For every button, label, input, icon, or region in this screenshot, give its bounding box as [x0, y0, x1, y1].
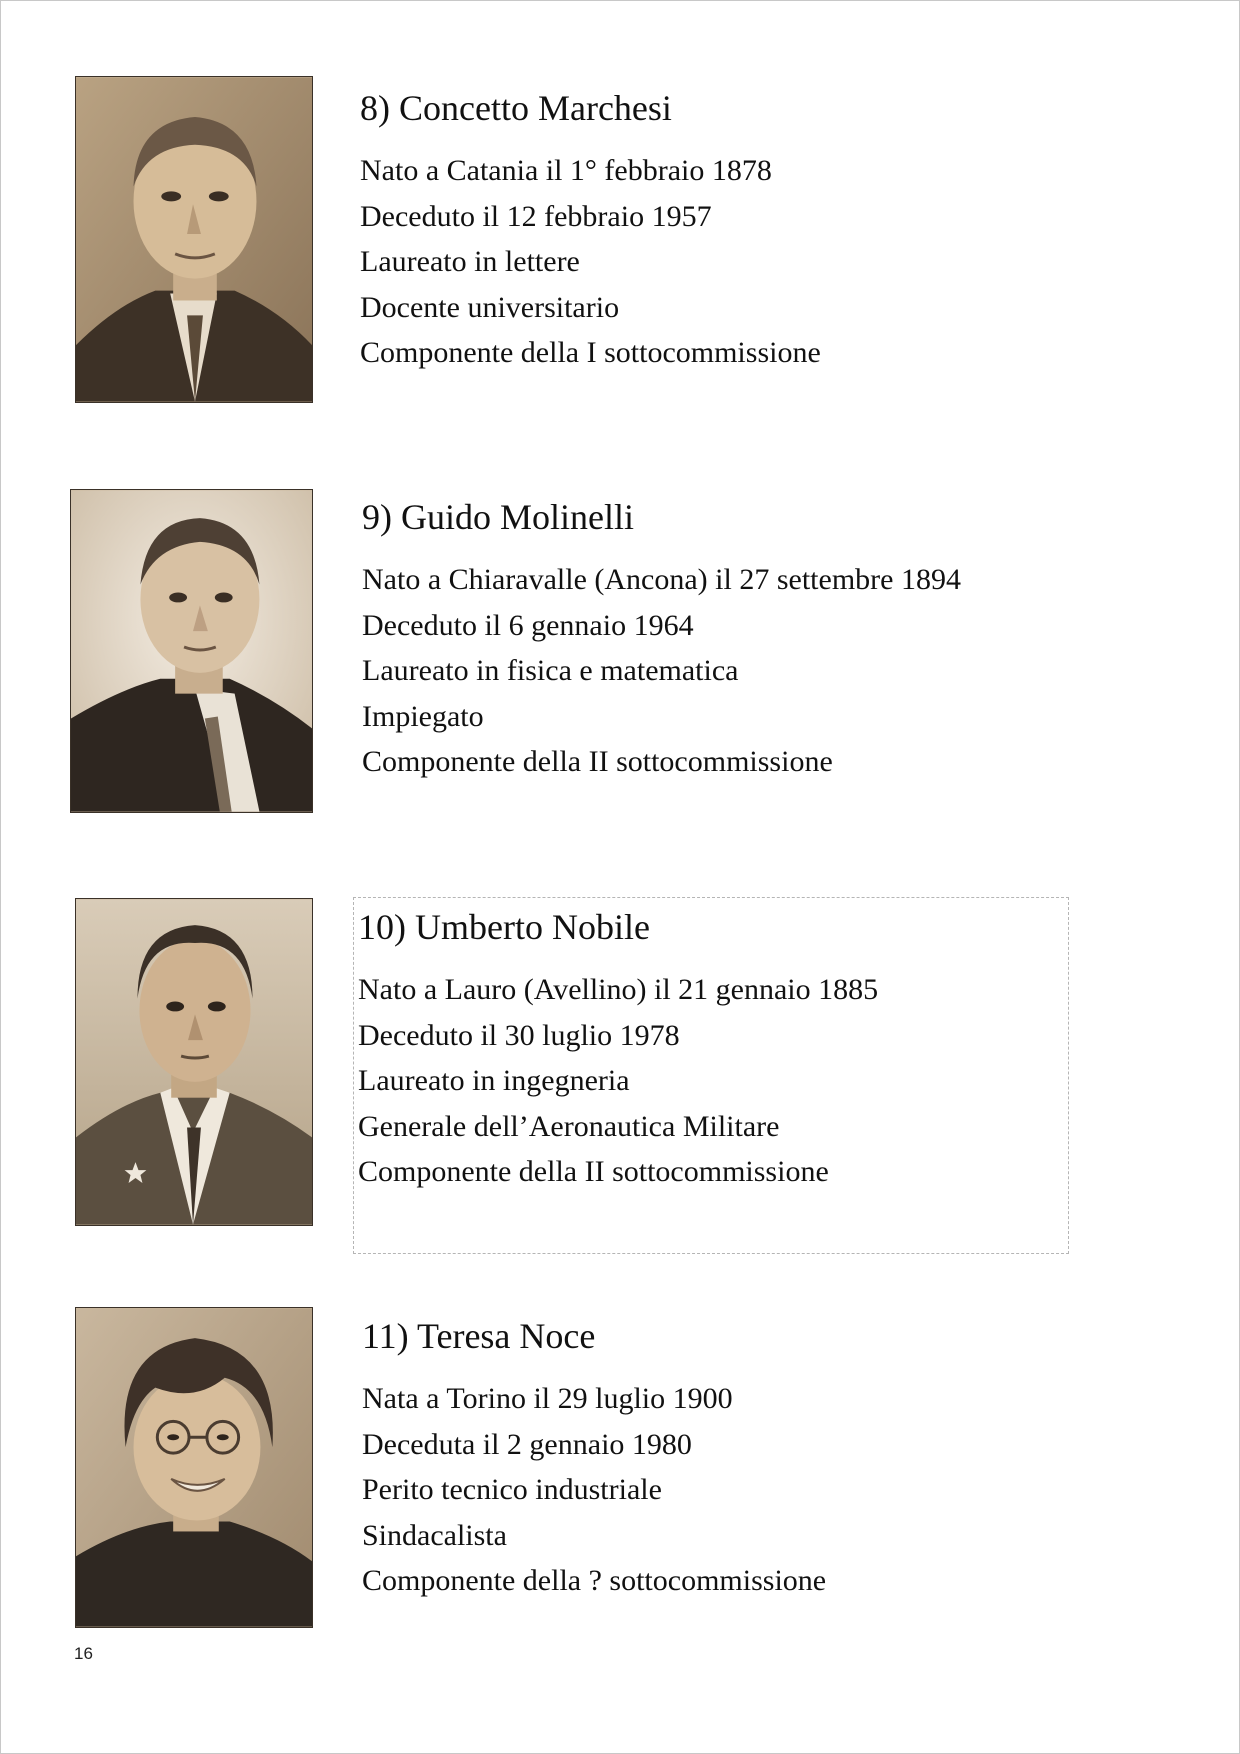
degree-line: Laureato in fisica e matematica [362, 654, 739, 687]
page-number: 16 [74, 1644, 93, 1663]
birth-line: Nato a Chiaravalle (Ancona) il 27 settembre 1894 [362, 563, 961, 596]
birth-line: Nato a Lauro (Avellino) il 21 gennaio 1885 [358, 973, 879, 1006]
committee-line: Componente della II sottocommissione [358, 1155, 829, 1188]
portrait-man-icon [76, 77, 312, 402]
degree-line: Laureato in lettere [360, 245, 580, 278]
portrait-woman-icon [76, 1308, 312, 1627]
person-name: 11) Teresa Noce [362, 1316, 596, 1356]
person-name: 9) Guido Molinelli [362, 497, 634, 537]
portrait-photo-nobile [75, 898, 313, 1226]
degree-line: Perito tecnico industriale [362, 1473, 662, 1506]
profession-line: Docente universitario [360, 290, 620, 324]
committee-line: Componente della II sottocommissione [362, 745, 833, 778]
portrait-man-icon [71, 490, 312, 812]
entry-info [360, 88, 821, 376]
person-name: 10) Umberto Nobile [358, 907, 650, 947]
death-line: Deceduta il 2 gennaio 1980 [362, 1427, 692, 1461]
entry-info [362, 1316, 826, 1604]
profession-line: Generale dell’Aeronautica Militare [358, 1109, 780, 1143]
profession-line: Sindacalista [362, 1518, 507, 1552]
portrait-photo-molinelli [70, 489, 313, 813]
portrait-photo-noce [75, 1307, 313, 1628]
committee-line: Componente della I sottocommissione [360, 336, 821, 369]
birth-line: Nato a Catania il 1° febbraio 1878 [360, 154, 772, 187]
death-line: Deceduto il 12 febbraio 1957 [360, 199, 712, 233]
entry-info [362, 497, 961, 785]
portrait-photo-marchesi [75, 76, 313, 403]
death-line: Deceduto il 30 luglio 1978 [358, 1018, 680, 1052]
degree-line: Laureato in ingegneria [358, 1064, 630, 1097]
portrait-officer-icon [76, 899, 312, 1225]
committee-line: Componente della ? sottocommissione [362, 1564, 827, 1597]
person-name: 8) Concetto Marchesi [360, 88, 672, 128]
entry-info [358, 907, 878, 1195]
profession-line: Impiegato [362, 699, 484, 733]
death-line: Deceduto il 6 gennaio 1964 [362, 608, 694, 642]
birth-line: Nata a Torino il 29 luglio 1900 [362, 1382, 733, 1415]
